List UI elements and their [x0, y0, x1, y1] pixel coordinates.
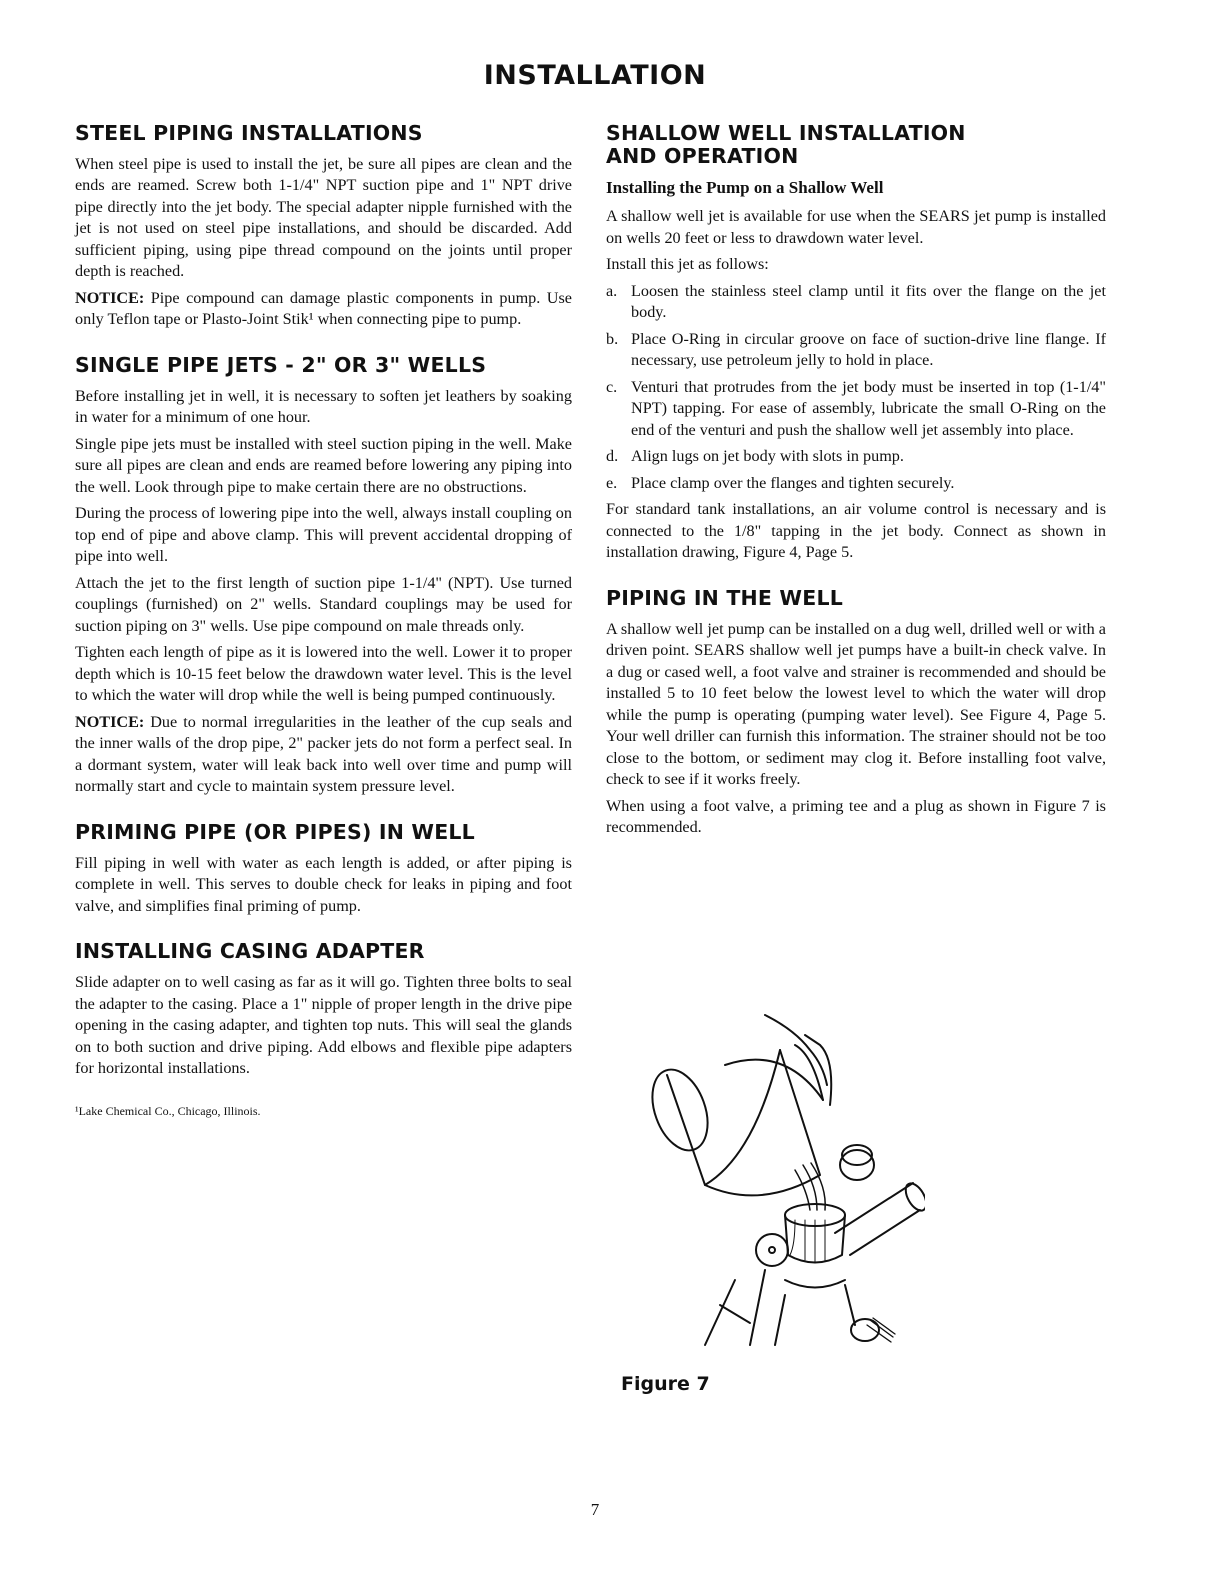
water-stream: [795, 1163, 825, 1210]
paragraph: Attach the jet to the first length of suction pipe 1-1/4" (NPT). Use turned couplings (furnished) on 2" wells. Standard couplings may be used for suction piping on 3" wells. Use pipe compound on male threads only.: [75, 573, 572, 635]
shallow-well-section: [606, 122, 1106, 564]
pipe-icon: [835, 1183, 920, 1255]
heading-line-2: AND OPERATION: [606, 143, 799, 168]
paragraph: When steel pipe is used to install the jet, be sure all pipes are clean and the ends are reamed. Screw both 1-1/4" NPT suction pipe and 1" NPT drive pipe directly into the jet body. The special adapter nipple furnished with the jet is not used on steel pipe installations, and should be discarded. Add sufficient piping, using pipe thread compound on the joints until proper depth is reached.: [75, 154, 572, 281]
paragraph: A shallow well jet is available for use when the SEARS jet pump is installed on wells 20 feet or less to drawdown water level.: [606, 207, 1106, 247]
step-item: [606, 329, 1106, 372]
footnote: ¹Lake Chemical Co., Chicago, Illinois.: [75, 1103, 261, 1118]
step-item: [606, 377, 1106, 442]
step-text: Place O-Ring in circular groove on face of suction-drive line flange. If necessary, use petroleum jelly to hold in place.: [631, 329, 1106, 370]
page-number: 7: [590, 1500, 600, 1519]
casing-adapter-section: [75, 940, 572, 1079]
section-heading: SINGLE PIPE JETS - 2" OR 3" WELLS: [75, 352, 487, 377]
install-steps-list: [606, 281, 1106, 495]
figure-caption: Figure 7: [621, 1373, 710, 1395]
step-item: [606, 473, 1106, 495]
notice-paragraph: [75, 288, 572, 331]
hand-icon: [765, 1015, 831, 1105]
step-text: Venturi that protrudes from the jet body must be inserted in top (1-1/4" NPT) tapping. For ease of assembly, lubricate the small O-Ring on the end of the venturi and push the shallow well jet assembly into place.: [631, 377, 1106, 439]
pressure-gauge-icon: [756, 1234, 788, 1266]
paragraph: During the process of lowering pipe into the well, always install coupling on top end of pipe and above clamp. This will prevent accidental dropping of pipe into well.: [75, 504, 572, 566]
paragraph: Install this jet as follows:: [606, 255, 769, 274]
paragraph: Tighten each length of pipe as it is lowered into the well. Lower it to proper depth which is 10-15 feet below the drawdown water level. This is the level to which the water will drop while the well is being pumped continuously.: [75, 643, 572, 705]
notice-text: Due to normal irregularities in the leather of the cup seals and the inner walls of the drop pipe, 2" packer jets do not form a perfect seal. In a dormant system, water will leak back into well over time and pump will normally start and cycle to maintain system pressure level.: [75, 712, 572, 796]
paragraph: Slide adapter on to well casing as far as it will go. Tighten three bolts to seal the adapter to the casing. Place a 1" nipple of proper length in the drive pipe opening in the casing adapter, and tighten top nuts. This will seal the glands on to both suction and drive piping. Add elbows and flexible pipe adapters for horizontal installations.: [75, 973, 572, 1078]
heading-line-1: SHALLOW WELL INSTALLATION: [606, 121, 966, 145]
notice-text: Pipe compound can damage plastic components in pump. Use only Teflon tape or Plasto-Joint Stik¹ when connecting pipe to pump.: [75, 288, 572, 329]
section-heading: INSTALLING CASING ADAPTER: [75, 939, 425, 964]
notice-paragraph: [75, 712, 572, 798]
single-pipe-jets-section: [75, 354, 572, 798]
subheading: Installing the Pump on a Shallow Well: [606, 177, 884, 197]
step-text: Place clamp over the flanges and tighten securely.: [631, 473, 955, 492]
page-title: INSTALLATION: [483, 60, 707, 91]
step-letter: d.: [606, 447, 619, 466]
notice-label: NOTICE:: [75, 288, 145, 307]
step-letter: c.: [606, 377, 618, 396]
left-column: [75, 122, 572, 1119]
paragraph: When using a foot valve, a priming tee and a plug as shown in Figure 7 is recommended.: [606, 796, 1106, 837]
step-item: [606, 446, 1106, 468]
step-letter: a.: [606, 281, 618, 300]
piping-in-well-section: [606, 587, 1106, 839]
paragraph: For standard tank installations, an air volume control is necessary and is connected to the 1/8" tapping in the jet body. Connect as shown in installation drawing, Figure 4, Page 5.: [606, 500, 1106, 562]
paragraph: Fill piping in well with water as each length is added, or after piping is complete in well. This serves to double check for leaks in piping and foot valve, and simplifies final priming of pump.: [75, 853, 572, 915]
step-item: [606, 281, 1106, 324]
step-text: Loosen the stainless steel clamp until it fits over the flange on the jet body.: [631, 281, 1106, 322]
priming-section: [75, 821, 572, 917]
step-text: Align lugs on jet body with slots in pump.: [631, 447, 904, 466]
section-heading: STEEL PIPING INSTALLATIONS: [75, 121, 423, 145]
paragraph: Single pipe jets must be installed with steel suction piping in the well. Make sure all pipes are clean and ends are reamed before lowering any piping into the well. Look through pipe to make certain there are no obstructions.: [75, 434, 572, 496]
section-heading: PRIMING PIPE (OR PIPES) IN WELL: [75, 819, 475, 844]
right-column: [606, 122, 1106, 844]
section-heading: [606, 122, 1106, 168]
paragraph: Before installing jet in well, it is necessary to soften jet leathers by soaking in water for a minimum of one hour.: [75, 386, 572, 427]
paragraph: A shallow well jet pump can be installed on a dug well, drilled well or with a driven point. SEARS shallow well jet pumps have a built-in check valve. In a dug or cased well, a foot valve and strainer is recommended and should be installed 5 to 10 feet below the lowest level to which the water will drop while the pump is operating (pumping water level). See Figure 4, Page 5. Your well driller can furnish this information. The strainer should not be too close to the bottom, or sediment may clog it. Before installing foot valve, check to see if it works freely.: [606, 619, 1106, 789]
section-heading: PIPING IN THE WELL: [606, 585, 843, 610]
steel-piping-section: [75, 122, 572, 331]
notice-label: NOTICE:: [75, 712, 145, 731]
step-letter: e.: [606, 473, 618, 492]
priming-illustration: [645, 1005, 925, 1350]
step-letter: b.: [606, 329, 619, 348]
